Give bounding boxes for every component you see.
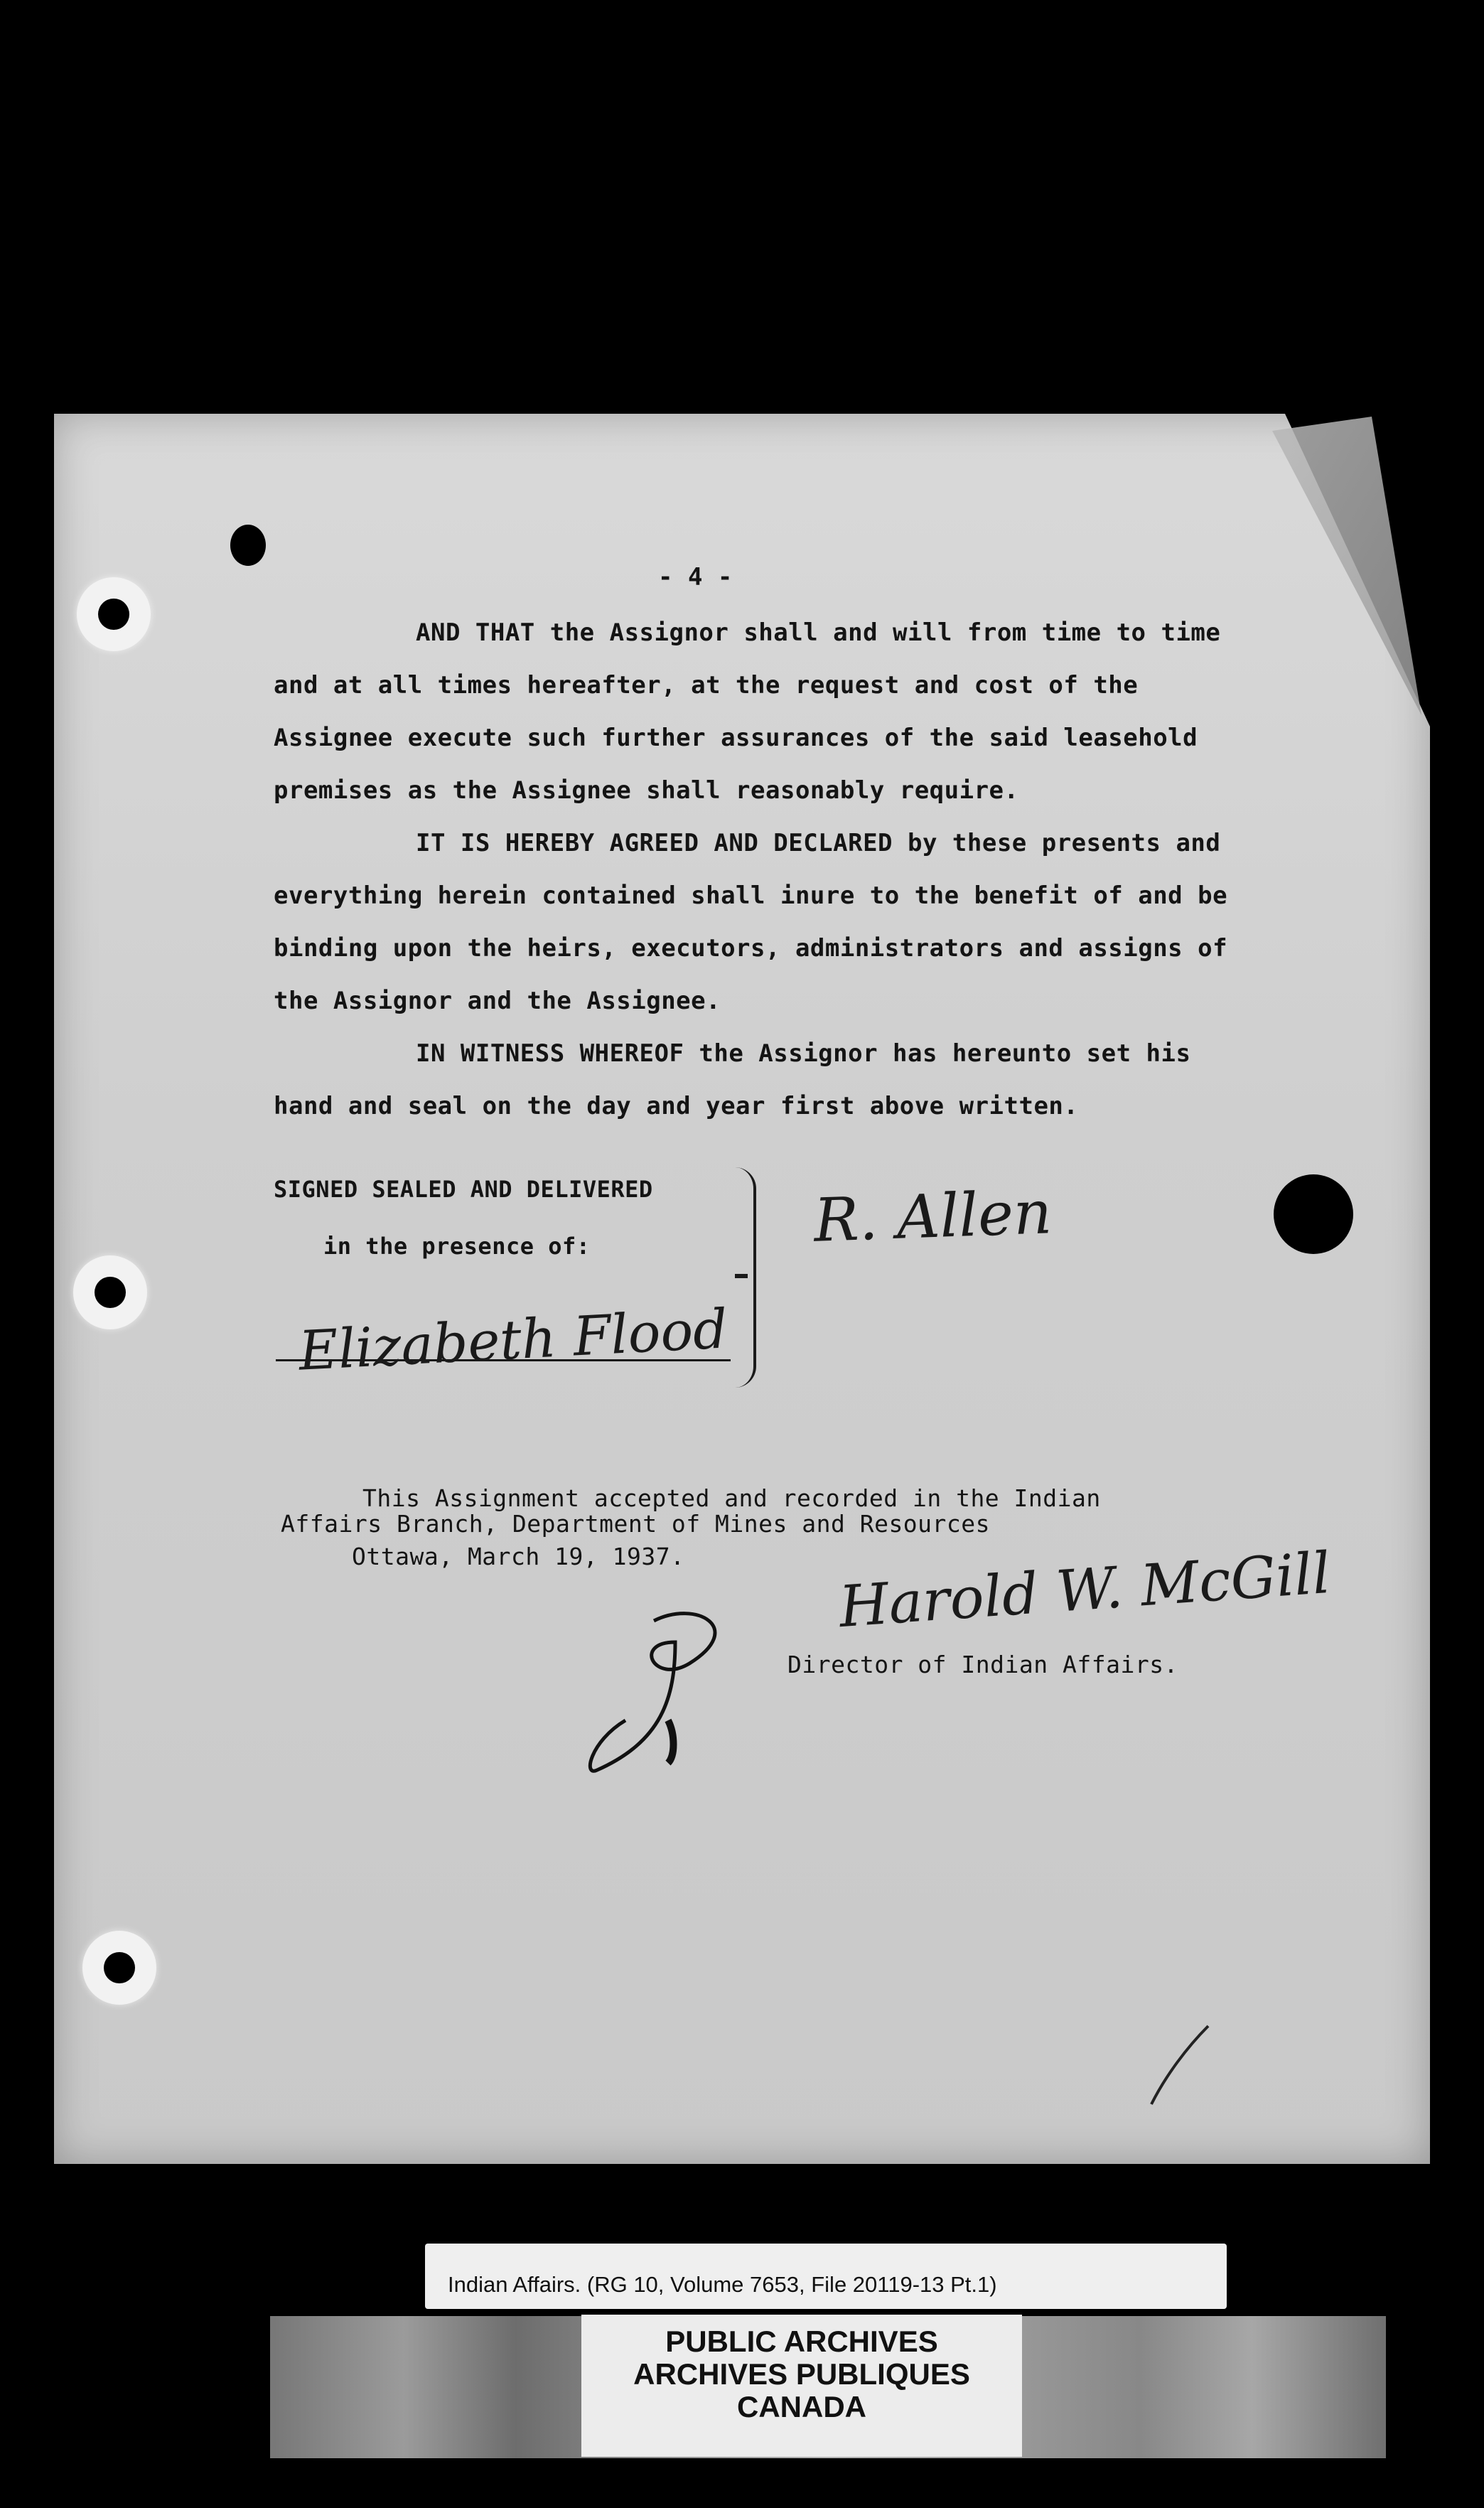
stamp-line-3: CANADA (737, 2390, 866, 2423)
punch-hole-bottom (82, 1931, 156, 2005)
paragraph-1-line-2: and at all times hereafter, at the request and cost of the (274, 671, 1139, 700)
initials-mark (569, 1599, 753, 1784)
acceptance-line-1: This Assignment accepted and recorded in the Indian (362, 1484, 1101, 1512)
stamp-line-2: ARCHIVES PUBLIQUES (633, 2357, 970, 2391)
in-presence-of: in the presence of: (323, 1233, 591, 1260)
paragraph-2-line-4: the Assignor and the Assignee. (274, 987, 721, 1015)
paragraph-1-line-3: Assignee execute such further assurances of the said leasehold (274, 724, 1198, 752)
pencil-tick-mark (1137, 2019, 1222, 2111)
paragraph-1-line-4: premises as the Assignee shall reasonably require. (274, 776, 1019, 805)
punch-hole-top (77, 577, 151, 651)
paragraph-1-line-1: AND THAT the Assignor shall and will from time to time (416, 618, 1221, 647)
paragraph-3-line-2: hand and seal on the day and year first above written. (274, 1092, 1079, 1120)
paragraph-2-line-2: everything herein contained shall inure to the benefit of and be (274, 881, 1228, 910)
paragraph-2-line-1: IT IS HEREBY AGREED AND DECLARED by these presents and (416, 829, 1221, 857)
dark-hole-right (1274, 1174, 1353, 1254)
witness-signature: Elizabeth Flood (297, 1297, 729, 1383)
acceptance-line-2: Affairs Branch, Department of Mines and Resources (281, 1510, 991, 1538)
archive-reference: Indian Affairs. (RG 10, Volume 7653, File 20119-13 Pt.1) (448, 2272, 997, 2297)
director-signature: Harold W. McGill (837, 1539, 1333, 1641)
stamp-line-1: PUBLIC ARCHIVES (665, 2325, 938, 2358)
signed-sealed-delivered: SIGNED SEALED AND DELIVERED (274, 1176, 653, 1203)
acceptance-line-3: Ottawa, March 19, 1937. (352, 1543, 685, 1570)
ink-blot (230, 525, 266, 566)
assignor-signature: R. Allen (812, 1177, 1053, 1255)
signature-brace-point (735, 1274, 748, 1278)
punch-hole-middle (73, 1255, 147, 1329)
paragraph-3-line-1: IN WITNESS WHEREOF the Assignor has hereunto set his (416, 1039, 1191, 1068)
page-number: - 4 - (658, 563, 733, 591)
director-title: Director of Indian Affairs. (787, 1651, 1178, 1678)
paragraph-2-line-3: binding upon the heirs, executors, administrators and assigns of (274, 934, 1228, 963)
